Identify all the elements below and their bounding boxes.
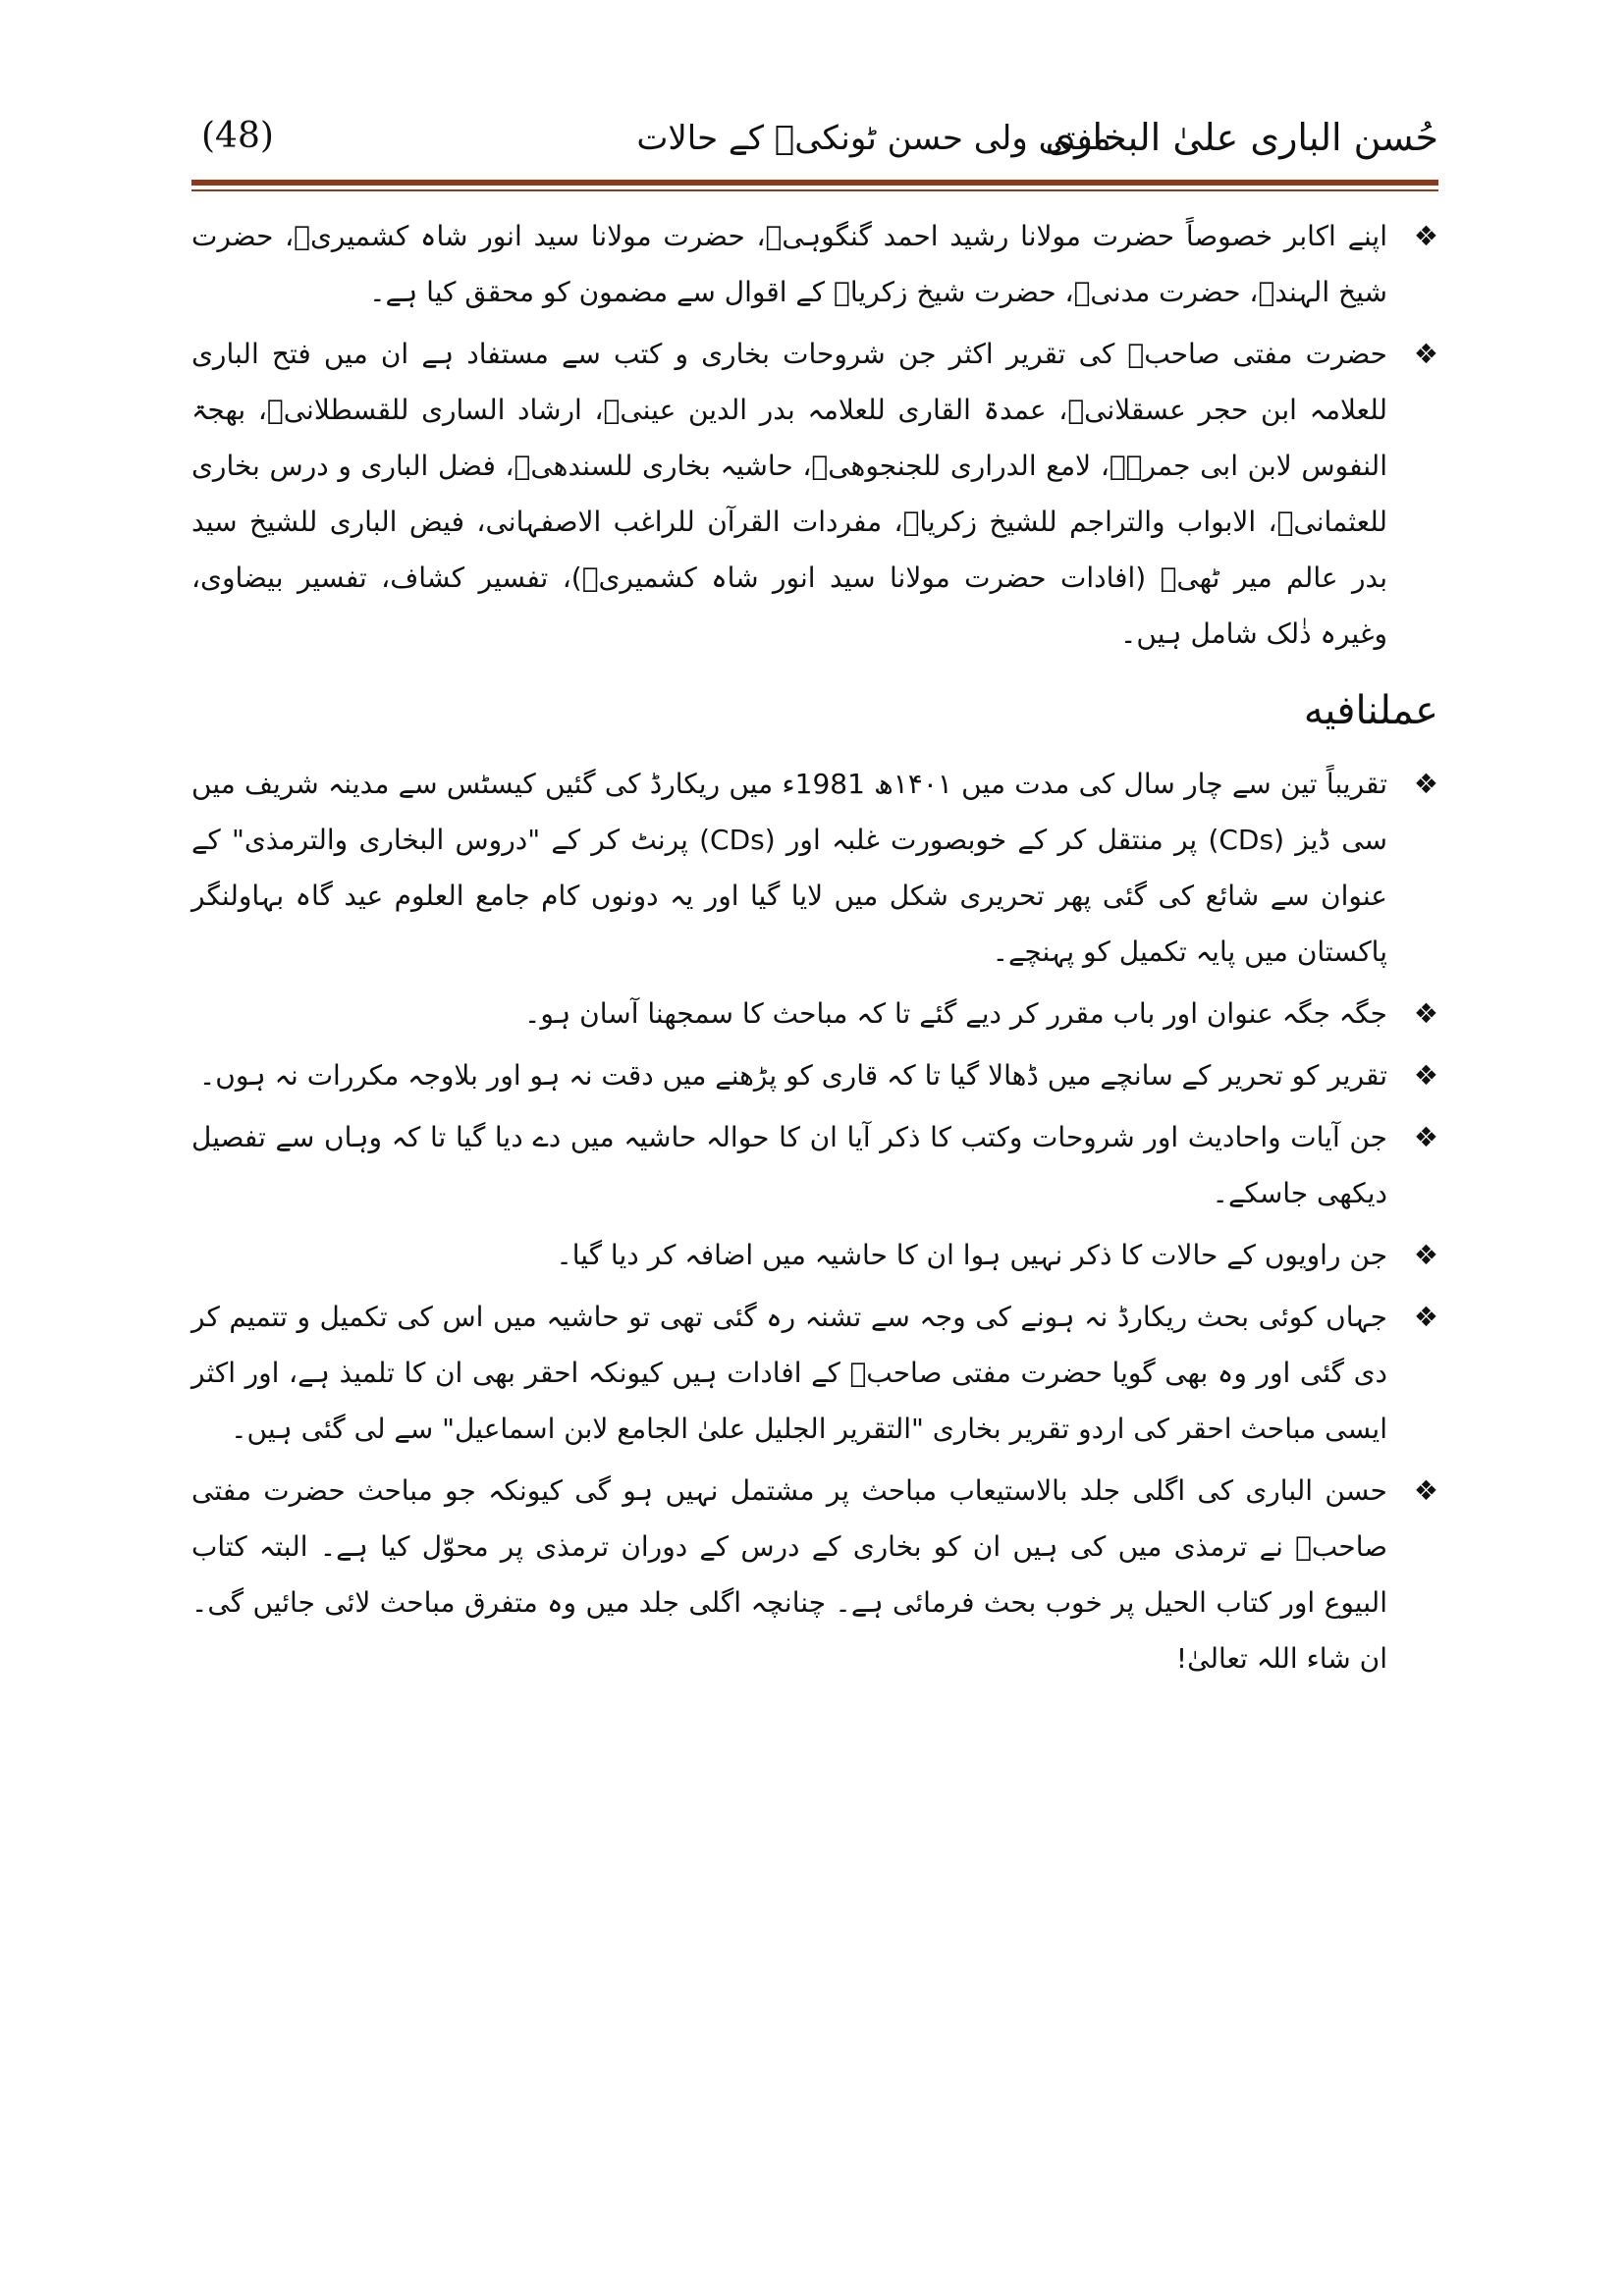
bullet-icon: ❖	[1413, 768, 1438, 800]
paragraph-text: تقریر کو تحریر کے سانچے میں ڈھالا گیا تا کہ قاری کو پڑھنے میں دقت نہ ہو اور بلاوجہ مکررات نہ ہوں۔	[198, 1059, 1387, 1092]
list-item	[191, 986, 1438, 1041]
bullet-icon: ❖	[1413, 220, 1438, 252]
page-body	[191, 208, 1438, 1692]
paragraph-text: اپنے اکابر خصوصاً حضرت مولانا رشید احمد گنگوہیؒ، حضرت مولانا سید انور شاہ کشمیریؒ، حضرت شیخ الہندؒ، حضرت مدنیؒ، حضرت شیخ زکریاؒ کے اقوال سے مضمون کو محقق کیا ہے۔	[191, 220, 1387, 308]
paragraph-text: جہاں کوئی بحث ریکارڈ نہ ہونے کی وجہ سے تشنہ رہ گئی تھی تو حاشیہ میں اس کی تکمیل و تتمیم کر دی گئی اور وہ بھی گویا حضرت مفتی صاحبؒ کے افادات ہیں کیونکہ احقر بھی ان کا تلمیذ ہے، اور اکثر ایسی مباحث احقر کی اردو تقریر بخاری "التقریر الجلیل علیٰ الجامع لابن اسماعیل" سے لی گئی ہیں۔	[191, 1301, 1387, 1445]
page-header	[191, 116, 1438, 175]
list-item	[191, 326, 1438, 662]
list-item	[191, 208, 1438, 320]
list-item	[191, 1463, 1438, 1686]
page-number: (48)	[201, 116, 274, 156]
list-item	[191, 1227, 1438, 1283]
paragraph-text: حضرت مفتی صاحبؒ کی تقریر اکثر جن شروحات بخاری و کتب سے مستفاد ہے ان میں فتح الباری للعلامہ ابن حجر عسقلانیؒ، عمدۃ القاری للعلامہ بدر الدین عینیؒ، ارشاد الساری للقسطلانیؒ، بھجۃ النفوس لابن ابی جمرہؒ، لامع الدراری للجنجوھیؒ، حاشیہ بخاری للسندھیؒ، فضل الباری و درس بخاری للعثمانیؒ، الابواب والتراجم للشیخ زکریاؒ، مفردات القرآن للراغب الاصفہانی، فیض الباری للشیخ سید بدر عالم میر ٹھیؒ (افادات حضرت مولانا سید انور شاہ کشمیریؒ)، تفسیر کشاف، تفسیر بیضاوی، وغیرہ ذٰلک شامل ہیں۔	[191, 338, 1387, 650]
bullet-icon: ❖	[1413, 338, 1438, 370]
header-rule-thin	[191, 189, 1438, 191]
paragraph-text: جن آیات واحادیث اور شروحات وکتب کا ذکر آیا ان کا حوالہ حاشیہ میں دے دیا گیا تا کہ وہاں سے تفصیل دیکھی جاسکے۔	[191, 1121, 1387, 1209]
list-item	[191, 756, 1438, 980]
paragraph-text: تقریباً تین سے چار سال کی مدت میں ۱۴۰۱ھ 1981ء میں ریکارڈ کی گئیں کیسٹس سے مدینہ شریف میں سی ڈیز (CDs) پر منتقل کر کے خوبصورت غلبہ اور (CDs) پرنٹ کر کے "دروس البخاری والترمذی" کے عنوان سے شائع کی گئی پھر تحریری شکل میں لایا گیا اور یہ دونوں کام جامع العلوم عید گاہ بہاولنگر پاکستان میں پایہ تکمیل کو پہنچے۔	[191, 768, 1388, 968]
list-item	[191, 1109, 1438, 1221]
bullet-icon: ❖	[1413, 1121, 1438, 1153]
paragraph-text: حسن الباری کی اگلی جلد بالاستیعاب مباحث پر مشتمل نہیں ہو گی کیونکہ جو مباحث حضرت مفتی صاحبؒ نے ترمذی میں کی ہیں ان کو بخاری کے درس کے دوران ترمذی پر محوّل کیا ہے۔ البتہ کتاب البیوع اور کتاب الحیل پر خوب بحث فرمائی ہے۔ چنانچہ اگلی جلد میں وہ متفرق مباحث لائی جائیں گی۔ ان شاء اللہ تعالیٰ!	[191, 1474, 1387, 1675]
bullet-icon: ❖	[1413, 1474, 1438, 1507]
header-rule-thick	[191, 180, 1438, 186]
bullet-icon: ❖	[1413, 1059, 1438, 1092]
paragraph-text: جن راویوں کے حالات کا ذکر نہیں ہوا ان کا حاشیہ میں اضافہ کر دیا گیا۔	[556, 1239, 1387, 1271]
bullet-icon: ❖	[1413, 1301, 1438, 1333]
bullet-icon: ❖	[1413, 1239, 1438, 1271]
book-title: حُسن الباری علیٰ البخاری	[1045, 116, 1438, 159]
list-item	[191, 1047, 1438, 1103]
paragraph-text: جگہ جگہ عنوان اور باب مقرر کر دیے گئے تا کہ مباحث کا سمجھنا آسان ہو۔	[523, 997, 1387, 1030]
bullet-icon: ❖	[1413, 997, 1438, 1030]
list-item	[191, 1289, 1438, 1457]
section-heading: عملنافیه	[1303, 688, 1438, 733]
chapter-title: مفتی ولی حسن ٹونکیؒ کے حالات	[636, 119, 1111, 158]
